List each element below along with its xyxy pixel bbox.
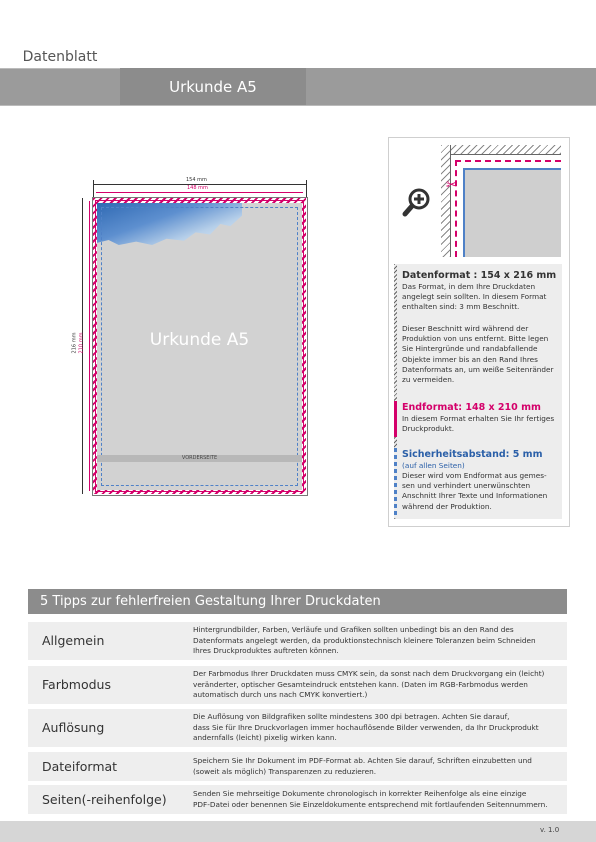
tip-text: Die Auflösung von Bildgrafiken sollte mindestens 300 dpi betragen. Achten Sie darauf, dass Sie für Ihre Druckvorlagen immer hochauflösende Bilder verwenden, da Ihr Druckprodukt andernfalls (leicht) pixelig wirken kann. <box>193 712 539 742</box>
endformat-heading: Endformat: 148 x 210 mm <box>402 402 541 413</box>
tip-text: Senden Sie mehrseitige Dokumente chronologisch in korrekter Reihenfolge als eine einzige PDF-Datei oder benennen Sie Einzeldokumente entsprechend mit fortlaufenden Seitennummern. <box>193 789 548 809</box>
zoom-bleed-hatch-top <box>441 145 561 155</box>
header-top-area <box>120 46 596 68</box>
datenblatt-tab: Datenblatt <box>0 46 120 69</box>
dim-tick <box>306 180 307 197</box>
tip-row <box>28 622 567 660</box>
version-label: v. 1.0 <box>540 826 560 834</box>
tip-text: Hintergrundbilder, Farben, Verläufe und Grafiken sollten unbedingt bis an den Rand des Datenformats angelegt werden, da produktionstechnisch kleinere Toleranzen beim Schneiden Ihres Druckproduktes auftreten können. <box>193 625 536 655</box>
tip-row <box>28 666 567 704</box>
tip-row <box>28 752 567 781</box>
dim-width-final-line <box>96 192 303 193</box>
info-rule-sicherheit <box>394 448 397 518</box>
tips-heading: 5 Tipps zur fehlerfreien Gestaltung Ihrer Druckdaten <box>28 589 567 614</box>
zoom-trim-line-h <box>455 160 561 162</box>
tip-label: Auflösung <box>42 720 105 735</box>
page-title: Urkunde A5 <box>120 68 306 105</box>
tip-text: Der Farbmodus Ihrer Druckdaten muss CMYK sein, da sonst nach dem Druckvorgang ein (leicht) veränderter, optischer Gesamteindruck entstehen kann. (Daten im RGB-Farbmodus werden automatisch durch uns nach CMYK konvertiert.) <box>193 669 545 699</box>
zoom-page-area <box>465 170 561 257</box>
preview-title: Urkunde A5 <box>149 330 250 350</box>
dim-width-total: 154 mm <box>186 177 207 183</box>
zoom-safety-line-h <box>463 168 561 170</box>
dim-width-final: 148 mm <box>187 185 208 191</box>
scissors-icon: ✂ <box>446 178 457 193</box>
info-rule-endformat <box>394 401 397 437</box>
datenformat-heading: Datenformat : 154 x 216 mm <box>402 270 557 281</box>
zoom-bleed-hatch-left <box>441 145 451 257</box>
sicherheit-heading: Sicherheitsabstand: 5 mm <box>402 449 543 460</box>
vorderseite-strip: VORDERSEITE <box>97 455 302 462</box>
sicherheit-text: Dieser wird vom Endformat aus gemes- sen und verhindert unerwünschten Anschnitt Ihrer Texte und Informationen während der Produktion. <box>402 471 548 511</box>
datenformat-text: Das Format, in dem Ihre Druckdaten angelegt sein sollten. In diesem Format enthalten sind: 3 mm Beschnitt. <box>402 282 547 312</box>
dim-height-final-line <box>89 201 90 491</box>
tip-text: Speichern Sie Ihr Dokument im PDF-Format ab. Achten Sie darauf, Schriften einzubetten und (soweit als möglich) Transparenzen zu reduzieren. <box>193 756 532 776</box>
zoom-trim-line-v <box>455 160 457 257</box>
magnifier-icon <box>401 186 433 222</box>
dim-tick <box>93 180 94 197</box>
tip-label: Allgemein <box>42 633 105 648</box>
dim-height-total: 216 mm <box>71 332 78 354</box>
footer-band <box>0 821 596 842</box>
sicherheit-sub: (auf allen Seiten) <box>402 461 465 470</box>
header-divider <box>0 105 596 106</box>
tip-label: Farbmodus <box>42 677 111 692</box>
tip-label: Dateiformat <box>42 759 118 774</box>
tip-label: Seiten(-reihenfolge) <box>42 792 167 807</box>
endformat-text: In diesem Format erhalten Sie Ihr fertiges Druckprodukt. <box>402 414 555 434</box>
tip-row <box>28 709 567 747</box>
zoom-safety-line-v <box>463 168 465 257</box>
dim-height-final: 210 mm <box>78 332 85 354</box>
tip-row <box>28 785 567 814</box>
beschnitt-text: Dieser Beschnitt wird während der Produktion von uns entfernt. Bitte legen Sie Hintergründe und randabfallende Objekte immer bis an den Rand Ihres Datenformats an, um weiße Seitenränder zu vermeiden. <box>402 324 554 385</box>
